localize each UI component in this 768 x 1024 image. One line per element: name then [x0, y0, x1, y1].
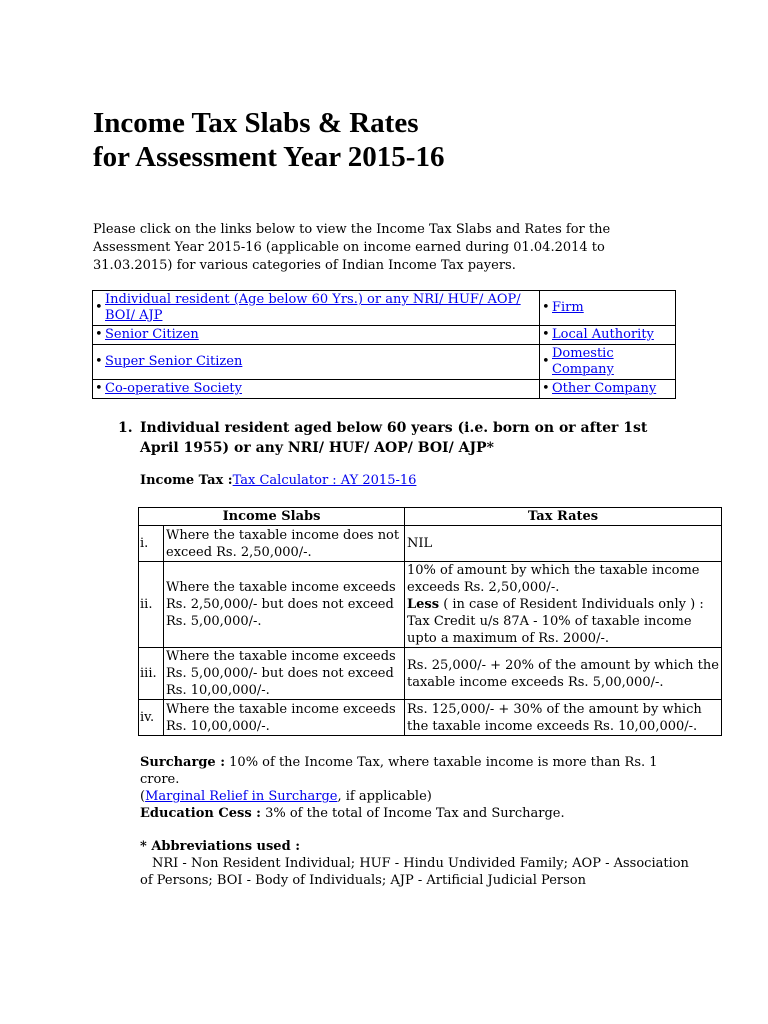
education-cess-note	[140, 805, 700, 822]
income-slab-cell: Where the taxable income exceeds Rs. 2,50,000/- but does not exceed Rs. 5,00,000/-.	[164, 562, 405, 648]
link-firm[interactable]: Firm	[552, 300, 584, 315]
income-slab-table	[138, 507, 722, 736]
section-heading	[118, 418, 678, 458]
link-super-senior-citizen[interactable]: Super Senior Citizen	[105, 354, 243, 369]
link-other-company[interactable]: Other Company	[552, 381, 657, 396]
bullet-icon: •	[542, 327, 550, 342]
bullet-icon: •	[95, 354, 103, 369]
surcharge-text: 10% of the Income Tax, where taxable income is more than Rs. 1 crore.	[140, 755, 658, 787]
tax-rate-text: 10% of amount by which the taxable income exceeds Rs. 2,50,000/-.	[407, 563, 700, 595]
less-label: Less	[407, 597, 440, 612]
title-line-1: Income Tax Slabs & Rates	[93, 107, 419, 139]
bullet-icon: •	[95, 381, 103, 396]
surcharge-note	[140, 754, 700, 805]
category-row	[93, 291, 676, 326]
income-slab-cell: Where the taxable income does not exceed Rs. 2,50,000/-.	[164, 526, 405, 562]
category-row	[93, 326, 676, 345]
table-row	[139, 648, 722, 700]
abbreviations-note	[140, 838, 700, 889]
surcharge-label: Surcharge :	[140, 755, 226, 770]
tax-rate-cell: Rs. 125,000/- + 30% of the amount by which the taxable income exceeds Rs. 10,00,000/-.	[405, 700, 722, 736]
education-cess-label: Education Cess :	[140, 806, 261, 821]
income-slab-cell: Where the taxable income exceeds Rs. 5,00,000/- but does not exceed Rs. 10,00,000/-.	[164, 648, 405, 700]
less-text: ( in case of Resident Individuals only ) : Tax Credit u/s 87A - 10% of taxable income upto a maximum of Rs. 2000/-.	[407, 597, 704, 646]
title-line-2: for Assessment Year 2015-16	[93, 141, 445, 173]
tax-rate-cell	[405, 562, 722, 648]
tax-rate-cell: NIL	[405, 526, 722, 562]
header-tax-rates: Tax Rates	[405, 508, 722, 526]
bullet-icon: •	[95, 300, 103, 315]
tax-calculator-link[interactable]: Tax Calculator : AY 2015-16	[232, 473, 417, 488]
category-row	[93, 380, 676, 399]
row-index: i.	[139, 526, 164, 562]
row-index: ii.	[139, 562, 164, 648]
bullet-icon: •	[542, 300, 550, 315]
row-index: iii.	[139, 648, 164, 700]
section-heading-text: Individual resident aged below 60 years (i.e. born on or after 1st April 1955) or any NRI/ HUF/ AOP/ BOI/ AJP*	[140, 420, 648, 456]
table-row	[139, 562, 722, 648]
tax-rate-cell: Rs. 25,000/- + 20% of the amount by which the taxable income exceeds Rs. 5,00,000/-.	[405, 648, 722, 700]
abbreviations-label: * Abbreviations used :	[140, 839, 300, 854]
category-links-table	[92, 290, 676, 399]
calculator-line	[140, 472, 416, 490]
row-index: iv.	[139, 700, 164, 736]
bullet-icon: •	[95, 327, 103, 342]
income-slab-cell: Where the taxable income exceeds Rs. 10,00,000/-.	[164, 700, 405, 736]
link-individual-resident[interactable]: Individual resident (Age below 60 Yrs.) or any NRI/ HUF/ AOP/ BOI/ AJP	[105, 292, 521, 323]
link-senior-citizen[interactable]: Senior Citizen	[105, 327, 199, 342]
calculator-label: Income Tax :	[140, 473, 233, 488]
link-domestic-company[interactable]: Domestic Company	[552, 346, 614, 377]
bullet-icon: •	[542, 381, 550, 396]
table-row	[139, 700, 722, 736]
marginal-relief-link[interactable]: Marginal Relief in Surcharge	[145, 789, 338, 804]
page-title	[93, 106, 444, 174]
link-local-authority[interactable]: Local Authority	[552, 327, 654, 342]
education-cess-text: 3% of the total of Income Tax and Surcharge.	[260, 806, 565, 821]
table-header-row	[139, 508, 722, 526]
bullet-icon: •	[542, 354, 550, 369]
section-number: 1.	[118, 420, 133, 436]
abbreviations-text: NRI - Non Resident Individual; HUF - Hindu Undivided Family; AOP - Association of Persons; BOI - Body of Individuals; AJP - Artificial Judicial Person	[140, 856, 689, 888]
paren-open: (	[140, 789, 146, 804]
category-row	[93, 345, 676, 380]
header-income-slabs: Income Slabs	[139, 508, 405, 526]
surcharge-paren-close: , if applicable)	[337, 789, 432, 804]
intro-paragraph: Please click on the links below to view the Income Tax Slabs and Rates for the Assessment Year 2015-16 (applicable on income earned during 01.04.2014 to 31.03.2015) for various categories of Indian Income Tax payers.	[93, 222, 611, 273]
link-co-operative-society[interactable]: Co-operative Society	[105, 381, 242, 396]
table-row	[139, 526, 722, 562]
